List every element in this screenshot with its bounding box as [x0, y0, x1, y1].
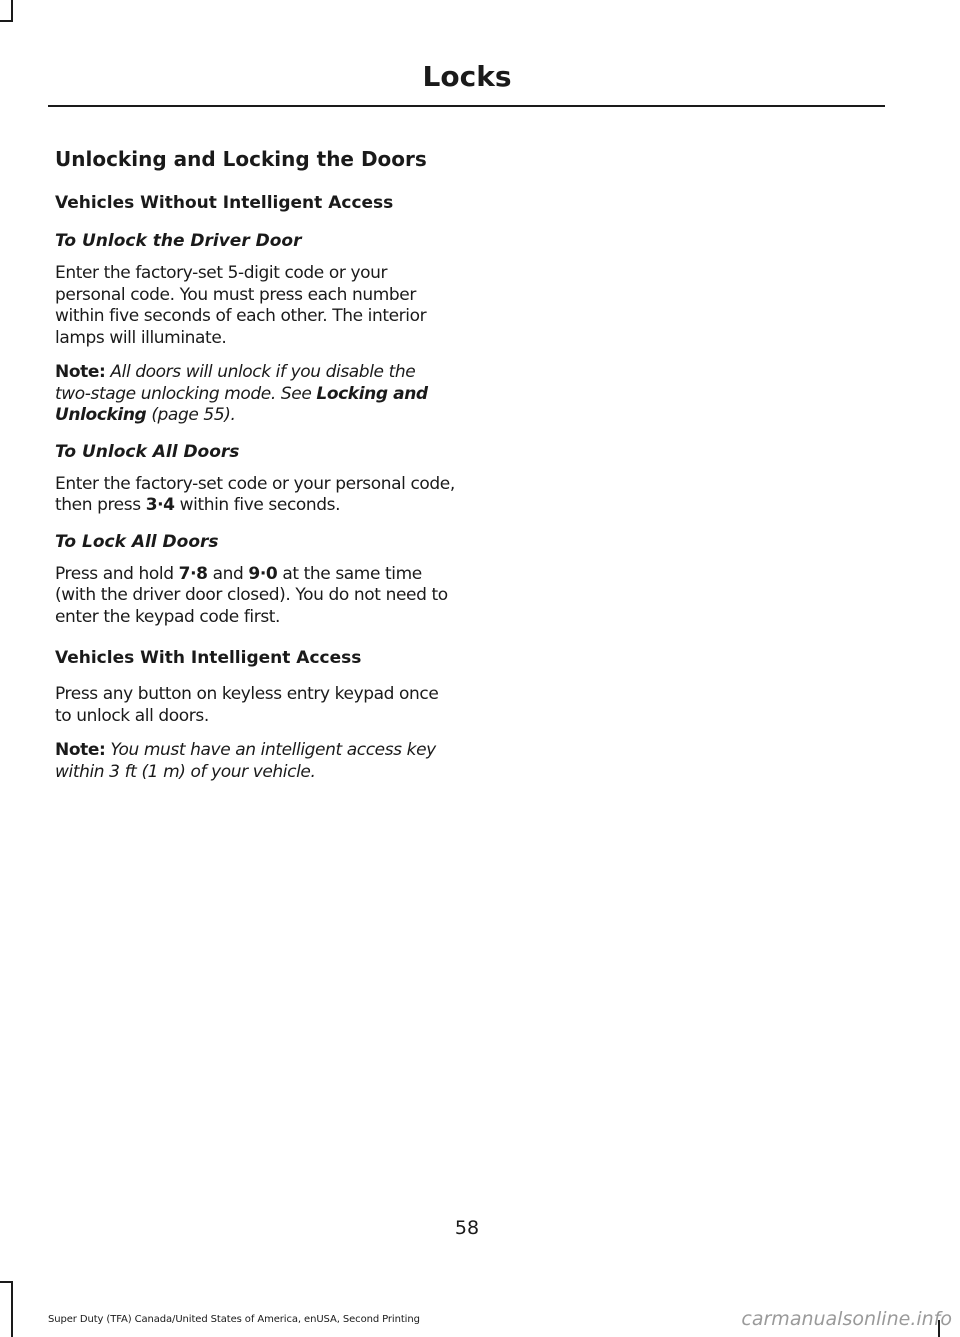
page-reference: (page 55).: [151, 405, 236, 425]
note-text: You must have an intelligent access key within 3 ft (1 m) of your vehicle.: [55, 740, 436, 782]
body-paragraph: Press any button on keyless entry keypad once to unlock all doors.: [55, 684, 439, 726]
body-text: Enter the factory-set code or your personal code, then press: [55, 473, 455, 515]
crop-mark: [0, 1281, 13, 1283]
note-paragraph: [55, 740, 455, 783]
topic-heading: To Unlock the Driver Door: [55, 231, 302, 251]
header-divider: [48, 105, 885, 107]
crop-mark: [11, 0, 13, 20]
body-paragraph: [55, 474, 455, 517]
note-label: Note:: [55, 362, 106, 382]
chapter-title: Locks: [422, 60, 512, 93]
body-paragraph: [55, 564, 455, 629]
keypad-key: 9·0: [248, 563, 278, 584]
note-text: All doors will unlock if you disable the two-stage unlocking mode. See: [55, 362, 416, 404]
body-paragraph: Enter the factory-set 5-digit code or your personal code. You must press each number within five seconds of each other. The interior lamps will illuminate.: [55, 263, 427, 348]
watermark: carmanualsonline.info: [741, 1308, 952, 1330]
topic-heading: To Lock All Doors: [55, 531, 219, 552]
keypad-key: 7·8: [178, 563, 208, 584]
body-text: within five seconds.: [179, 495, 341, 515]
section-title: Unlocking and Locking the Doors: [55, 147, 427, 171]
edition-footer: Super Duty (TFA) Canada/United States of America, enUSA, Second Printing: [48, 1314, 420, 1325]
main-column: [55, 145, 455, 796]
subsection-heading: Vehicles Without Intelligent Access: [55, 193, 394, 213]
body-text: Press and hold: [55, 563, 174, 584]
body-text: and: [212, 563, 244, 584]
crop-mark: [11, 1281, 13, 1337]
crop-mark: [0, 20, 13, 22]
note-paragraph: [55, 362, 455, 427]
note-label: Note:: [55, 740, 106, 760]
cross-reference-link[interactable]: Locking and Unlocking: [55, 383, 428, 425]
keypad-key: 3·4: [145, 495, 175, 515]
topic-heading: To Unlock All Doors: [55, 441, 240, 462]
body-text: at the same time (with the driver door closed). You do not need to enter the keypad code first.: [55, 563, 448, 627]
page-number: 58: [454, 1217, 480, 1239]
subsection-heading: Vehicles With Intelligent Access: [55, 648, 362, 668]
